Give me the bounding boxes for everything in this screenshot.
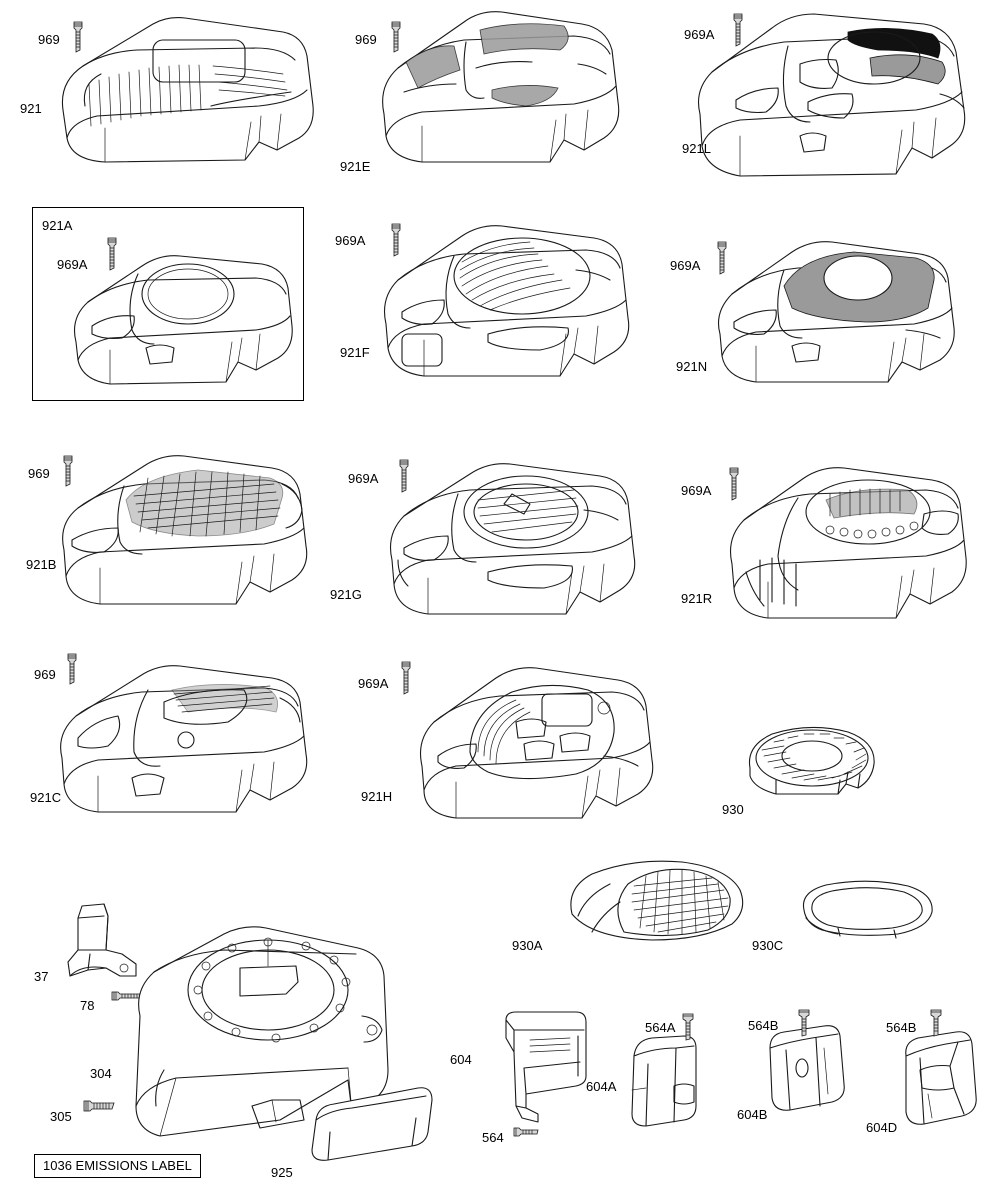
part-label-921H: 921H (361, 789, 393, 804)
part-930C-rotating-screen-ring (798, 880, 938, 940)
part-921-blower-housing-cover (45, 10, 325, 190)
part-label-969A: 969A (681, 483, 712, 498)
screw-icon (726, 466, 742, 502)
screw-icon (398, 660, 414, 696)
screw-icon (928, 1008, 944, 1038)
part-label-969: 969 (38, 32, 60, 47)
part-label-921L: 921L (682, 141, 711, 156)
part-label-930: 930 (722, 802, 744, 817)
part-921H-blower-housing-cover (408, 660, 658, 840)
part-label-921C: 921C (30, 790, 62, 805)
part-930A-rotating-screen (562, 856, 752, 946)
part-921N-blower-housing-cover (706, 234, 966, 394)
part-label-564B: 564B (748, 1018, 779, 1033)
part-label-921E: 921E (340, 159, 371, 174)
screw-icon (82, 1098, 116, 1114)
part-label-969: 969 (34, 667, 56, 682)
part-label-921: 921 (20, 101, 42, 116)
screw-icon (388, 222, 404, 258)
part-921E-blower-housing-cover (368, 6, 628, 186)
screw-icon (680, 1012, 696, 1042)
part-label-564: 564 (482, 1130, 504, 1145)
screw-icon (60, 454, 76, 488)
screw-icon (70, 20, 86, 54)
screw-icon (796, 1008, 812, 1038)
part-label-921F: 921F (340, 345, 370, 360)
part-label-564A: 564A (645, 1020, 676, 1035)
screw-icon (64, 652, 80, 686)
part-label-921B: 921B (26, 557, 57, 572)
emissions-label-box: 1036 EMISSIONS LABEL (34, 1154, 201, 1178)
part-label-564B: 564B (886, 1020, 917, 1035)
part-925-cover-panel (308, 1084, 438, 1164)
part-label-604D: 604D (866, 1120, 898, 1135)
part-label-604A: 604A (586, 1079, 617, 1094)
screw-icon (714, 240, 730, 276)
part-label-930C: 930C (752, 938, 784, 953)
part-label-304: 304 (90, 1066, 112, 1081)
part-label-969: 969 (355, 32, 377, 47)
part-label-78: 78 (80, 998, 95, 1013)
part-label-930A: 930A (512, 938, 543, 953)
part-label-921G: 921G (330, 587, 362, 602)
part-label-921R: 921R (681, 591, 713, 606)
screw-icon (388, 20, 404, 54)
part-930-rotating-screen (742, 722, 882, 802)
part-921C-blower-housing-cover (48, 660, 318, 830)
part-label-969A: 969A (358, 676, 389, 691)
part-921A-blower-housing-cover (56, 238, 296, 398)
part-label-921N: 921N (676, 359, 708, 374)
part-label-604B: 604B (737, 1107, 768, 1122)
part-604D-heat-shield (898, 1030, 988, 1130)
part-921R-blower-housing-cover (718, 460, 978, 640)
part-label-921A: 921A (42, 218, 73, 233)
part-604-heat-shield (492, 1006, 602, 1126)
screw-icon (512, 1124, 540, 1140)
part-label-305: 305 (50, 1109, 72, 1124)
part-label-969A: 969A (335, 233, 366, 248)
part-label-969A: 969A (670, 258, 701, 273)
screw-icon (730, 12, 746, 48)
part-label-969A: 969A (348, 471, 379, 486)
part-label-604: 604 (450, 1052, 472, 1067)
part-921F-blower-housing-cover (372, 218, 642, 398)
part-604A-heat-shield (624, 1034, 704, 1134)
screw-icon (396, 458, 412, 494)
part-label-969: 969 (28, 466, 50, 481)
screw-icon (104, 236, 120, 272)
part-921B-blower-housing-cover (48, 450, 318, 620)
part-921G-blower-housing-cover (378, 456, 648, 636)
part-label-969A: 969A (57, 257, 88, 272)
part-label-925: 925 (271, 1165, 293, 1180)
part-label-969A: 969A (684, 27, 715, 42)
part-label-37: 37 (34, 969, 49, 984)
